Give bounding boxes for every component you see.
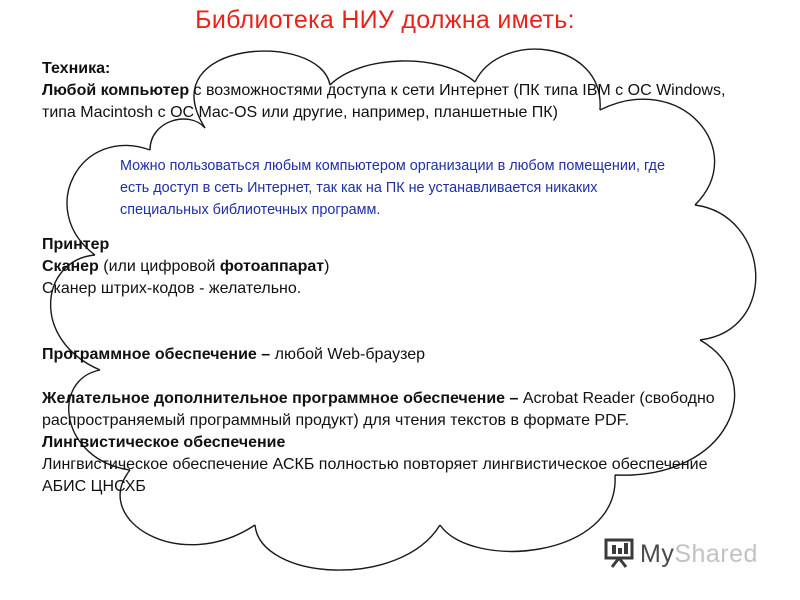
software-line [42,344,742,366]
note-text: Можно пользоваться любым компьютером организации в любом помещении, где есть доступ в сеть Интернет, так как на ПК не устанавливается никаких специальных библиотечных программ. [120,158,665,218]
presentation-board-icon [604,536,634,573]
computer-text: с возможностями доступа к сети Интернет (ПК типа IBM с ОС Windows, типа Macintosh с ОС Mac-OS или другие, например, планшетные ПК) [42,82,726,121]
slide-title: Библиотека НИУ должна иметь: [195,6,575,34]
camera-bold: фотоаппарат [219,258,325,275]
logo-word-dark: My [640,539,675,568]
spacer-2 [42,366,742,388]
spacer-1 [42,300,742,344]
computer-bold: Любой компьютер [42,82,190,99]
scanner-line [42,256,742,278]
optional-text: Acrobat Reader (свободно распространяемый программный продукт) для чтения текстов в формате PDF. [42,390,715,429]
software-text: любой Web-браузер [270,346,426,363]
printer-line: Принтер [42,236,110,253]
optional-bold: Желательное дополнительное программное обеспечение – [42,390,519,407]
linguistic-heading: Лингвистическое обеспечение [42,434,286,451]
scanner-mid: (или цифровой [98,258,220,275]
barcode-line: Сканер штрих-кодов - желательно. [42,280,302,297]
myshared-logo[interactable] [604,532,774,576]
logo-wordmark [640,540,758,569]
software-bold: Программное обеспечение – [42,346,271,363]
slide-body [42,58,742,498]
optional-software-paragraph [42,388,742,432]
linguistic-text: Лингвистическое обеспечение АСКБ полностью повторяет лингвистическое обеспечение АБИС ЦНСХБ [42,456,708,495]
logo-word-light: Shared [674,539,758,568]
tech-heading: Техника: [42,60,111,77]
scanner-bold: Сканер [42,258,99,275]
scanner-end: ) [324,258,330,275]
computer-paragraph [42,80,742,124]
